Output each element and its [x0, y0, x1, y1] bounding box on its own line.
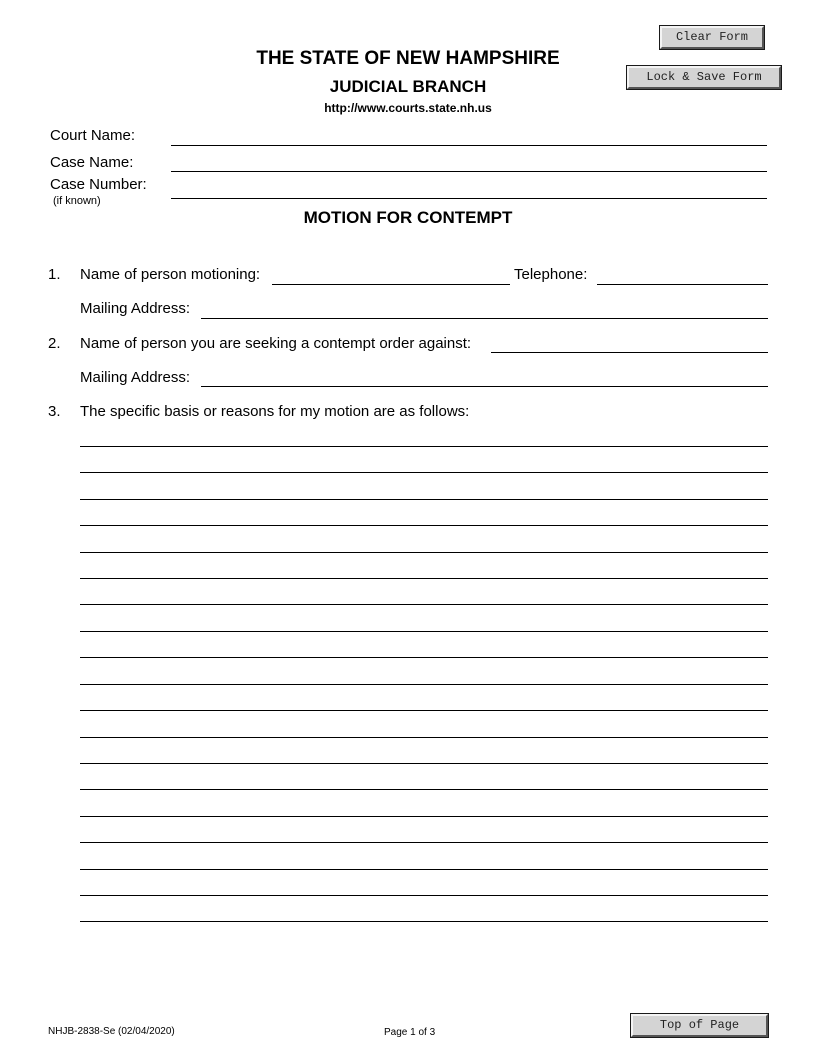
clear-form-button[interactable]: Clear Form [660, 26, 764, 49]
basis-line [80, 737, 768, 738]
case-number-note: (if known) [53, 195, 101, 207]
person-motioning-label: Name of person motioning: [80, 266, 261, 283]
basis-line [80, 869, 768, 870]
item-number-3: 3. [48, 403, 61, 420]
case-number-field[interactable] [171, 198, 767, 199]
basis-line [80, 552, 768, 553]
basis-line [80, 631, 768, 632]
basis-line [80, 604, 768, 605]
case-name-field[interactable] [171, 171, 767, 172]
branch-title: JUDICIAL BRANCH [329, 77, 487, 96]
person-motioning-field[interactable] [272, 284, 510, 285]
basis-line [80, 525, 768, 526]
basis-line [80, 472, 768, 473]
basis-line [80, 816, 768, 817]
contempt-against-label: Name of person you are seeking a contempt order against: [80, 335, 472, 352]
top-of-page-button[interactable]: Top of Page [631, 1014, 768, 1037]
lock-save-form-button[interactable]: Lock & Save Form [627, 66, 781, 89]
contempt-against-field[interactable] [491, 352, 768, 353]
mailing-address-label-1: Mailing Address: [80, 300, 191, 317]
basis-line [80, 842, 768, 843]
case-name-label: Case Name: [50, 154, 134, 171]
basis-line [80, 657, 768, 658]
telephone-field[interactable] [597, 284, 768, 285]
case-number-label: Case Number: [50, 176, 147, 193]
basis-line [80, 763, 768, 764]
state-title: THE STATE OF NEW HAMPSHIRE [256, 48, 560, 69]
basis-line [80, 789, 768, 790]
court-name-label: Court Name: [50, 127, 136, 144]
page-number: Page 1 of 3 [384, 1027, 436, 1038]
item-number-2: 2. [48, 335, 61, 352]
form-id: NHJB-2838-Se (02/04/2020) [48, 1026, 175, 1037]
basis-line [80, 499, 768, 500]
basis-line [80, 921, 768, 922]
mailing-address-label-2: Mailing Address: [80, 369, 191, 386]
item-number-1: 1. [48, 266, 61, 283]
telephone-label: Telephone: [514, 266, 588, 283]
court-url: http://www.courts.state.nh.us [324, 101, 492, 115]
basis-line [80, 446, 768, 447]
basis-line [80, 895, 768, 896]
form-title: MOTION FOR CONTEMPT [303, 208, 513, 227]
court-name-field[interactable] [171, 145, 767, 146]
basis-label: The specific basis or reasons for my motion are as follows: [80, 403, 470, 420]
basis-line [80, 684, 768, 685]
basis-line [80, 578, 768, 579]
mailing-address-field-1[interactable] [201, 318, 768, 319]
mailing-address-field-2[interactable] [201, 386, 768, 387]
basis-line [80, 710, 768, 711]
